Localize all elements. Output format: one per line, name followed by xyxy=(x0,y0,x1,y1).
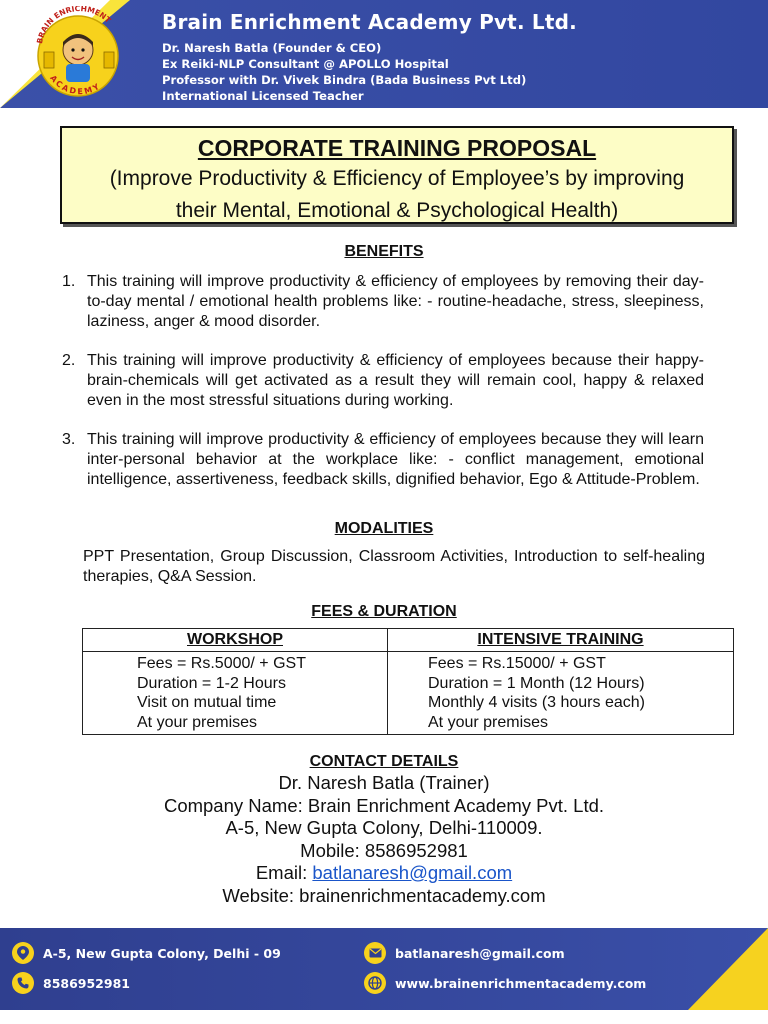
proposal-subtitle-line-1: (Improve Productivity & Efficiency of Employee’s by improving xyxy=(109,167,685,190)
benefit-number: 3. xyxy=(62,431,76,448)
footer-address xyxy=(12,942,281,964)
workshop-duration: Duration = 1-2 Hours xyxy=(137,674,286,692)
footer-website xyxy=(364,972,646,994)
location-pin-icon xyxy=(12,942,34,964)
benefit-item xyxy=(62,272,704,332)
benefit-text: This training will improve productivity & efficiency of employees by removing their day-to-day mental / emotional health problems like: - routine-headache, stress, sleepiness, laziness, anger & mood disorder. xyxy=(87,273,704,330)
intensive-header: INTENSIVE TRAINING xyxy=(388,629,734,652)
benefits-heading: BENEFITS xyxy=(344,243,424,260)
benefit-text: This training will improve productivity & efficiency of employees because their happy-brain-chemicals will get activated as a result they will remain cool, happy & relaxed even in the most stressful situations during working. xyxy=(87,352,704,409)
contact-website: Website: brainenrichmentacademy.com xyxy=(222,884,546,906)
logo-top-text: BRAIN ENRICHMENT xyxy=(35,6,113,45)
fees-heading: FEES & DURATION xyxy=(311,603,457,620)
footer-email xyxy=(364,942,565,964)
phone-icon xyxy=(12,972,34,994)
contact-company: Company Name: Brain Enrichment Academy Pvt. Ltd. xyxy=(163,794,605,816)
globe-icon xyxy=(364,972,386,994)
header-company-name: Brain Enrichment Academy Pvt. Ltd. xyxy=(162,10,577,34)
proposal-subtitle-line-2: their Mental, Emotional & Psychological Health) xyxy=(175,199,619,222)
modalities-text: PPT Presentation, Group Discussion, Classroom Activities, Introduction to self-healing therapies, Q&A Session. xyxy=(83,548,705,585)
contact-email-label: Email: xyxy=(255,862,313,883)
header-professor: Professor with Dr. Vivek Bindra (Bada Business Pvt Ltd) xyxy=(162,73,527,87)
intensive-location: At your premises xyxy=(428,713,549,731)
contact-details xyxy=(0,772,768,907)
footer-band xyxy=(0,928,768,1010)
footer-phone-text: 8586952981 xyxy=(43,975,130,991)
contact-email-link[interactable]: batlanaresh@gmail.com xyxy=(312,862,513,883)
benefit-item xyxy=(62,351,704,411)
benefit-number: 2. xyxy=(62,352,76,369)
footer-yellow-wedge xyxy=(688,928,768,1010)
fees-table xyxy=(82,628,734,735)
modalities-heading: MODALITIES xyxy=(334,520,434,537)
proposal-title-box xyxy=(60,126,734,224)
footer-email-text[interactable]: batlanaresh@gmail.com xyxy=(395,945,565,961)
header-consultant: Ex Reiki-NLP Consultant @ APOLLO Hospital xyxy=(162,57,449,71)
footer-address-text: A-5, New Gupta Colony, Delhi - 09 xyxy=(43,945,281,961)
workshop-location: At your premises xyxy=(137,713,258,731)
workshop-header: WORKSHOP xyxy=(83,629,388,652)
footer-phone xyxy=(12,972,130,994)
letterhead xyxy=(0,0,768,108)
fees-detail-row xyxy=(83,652,734,735)
contact-mobile: Mobile: 8586952981 xyxy=(300,839,468,861)
logo-bottom-text: ACADEMY xyxy=(48,73,103,97)
proposal-title: CORPORATE TRAINING PROPOSAL xyxy=(197,135,597,161)
contact-address: A-5, New Gupta Colony, Delhi-110009. xyxy=(225,817,543,838)
fees-header-row xyxy=(83,629,734,652)
header-teacher: International Licensed Teacher xyxy=(162,89,364,103)
contact-email-line xyxy=(0,862,768,885)
intensive-fee: Fees = Rs.15000/ + GST xyxy=(428,655,606,672)
contact-heading: CONTACT DETAILS xyxy=(309,753,459,770)
benefit-number: 1. xyxy=(62,273,76,290)
benefits-list xyxy=(62,272,704,490)
benefit-text: This training will improve productivity & efficiency of employees because they will learn inter-personal behavior at the workplace like: - conflict management, emotional intelligence, assertiveness, feedback skills, dignified behavior, Ego & Attitude-Problem. xyxy=(87,431,704,488)
footer-background xyxy=(0,928,768,1010)
academy-logo xyxy=(20,6,140,100)
intensive-duration: Duration = 1 Month (12 Hours) xyxy=(428,674,645,692)
intensive-visits: Monthly 4 visits (3 hours each) xyxy=(428,694,645,711)
footer-website-text[interactable]: www.brainenrichmentacademy.com xyxy=(395,975,647,991)
benefit-item xyxy=(62,430,704,490)
intensive-details xyxy=(388,652,734,735)
workshop-details xyxy=(83,652,388,735)
workshop-visit: Visit on mutual time xyxy=(137,694,277,711)
header-text xyxy=(162,10,577,104)
contact-trainer: Dr. Naresh Batla (Trainer) xyxy=(278,772,490,793)
envelope-icon xyxy=(364,942,386,964)
header-founder: Dr. Naresh Batla (Founder & CEO) xyxy=(162,41,382,55)
workshop-fee: Fees = Rs.5000/ + GST xyxy=(137,655,306,672)
